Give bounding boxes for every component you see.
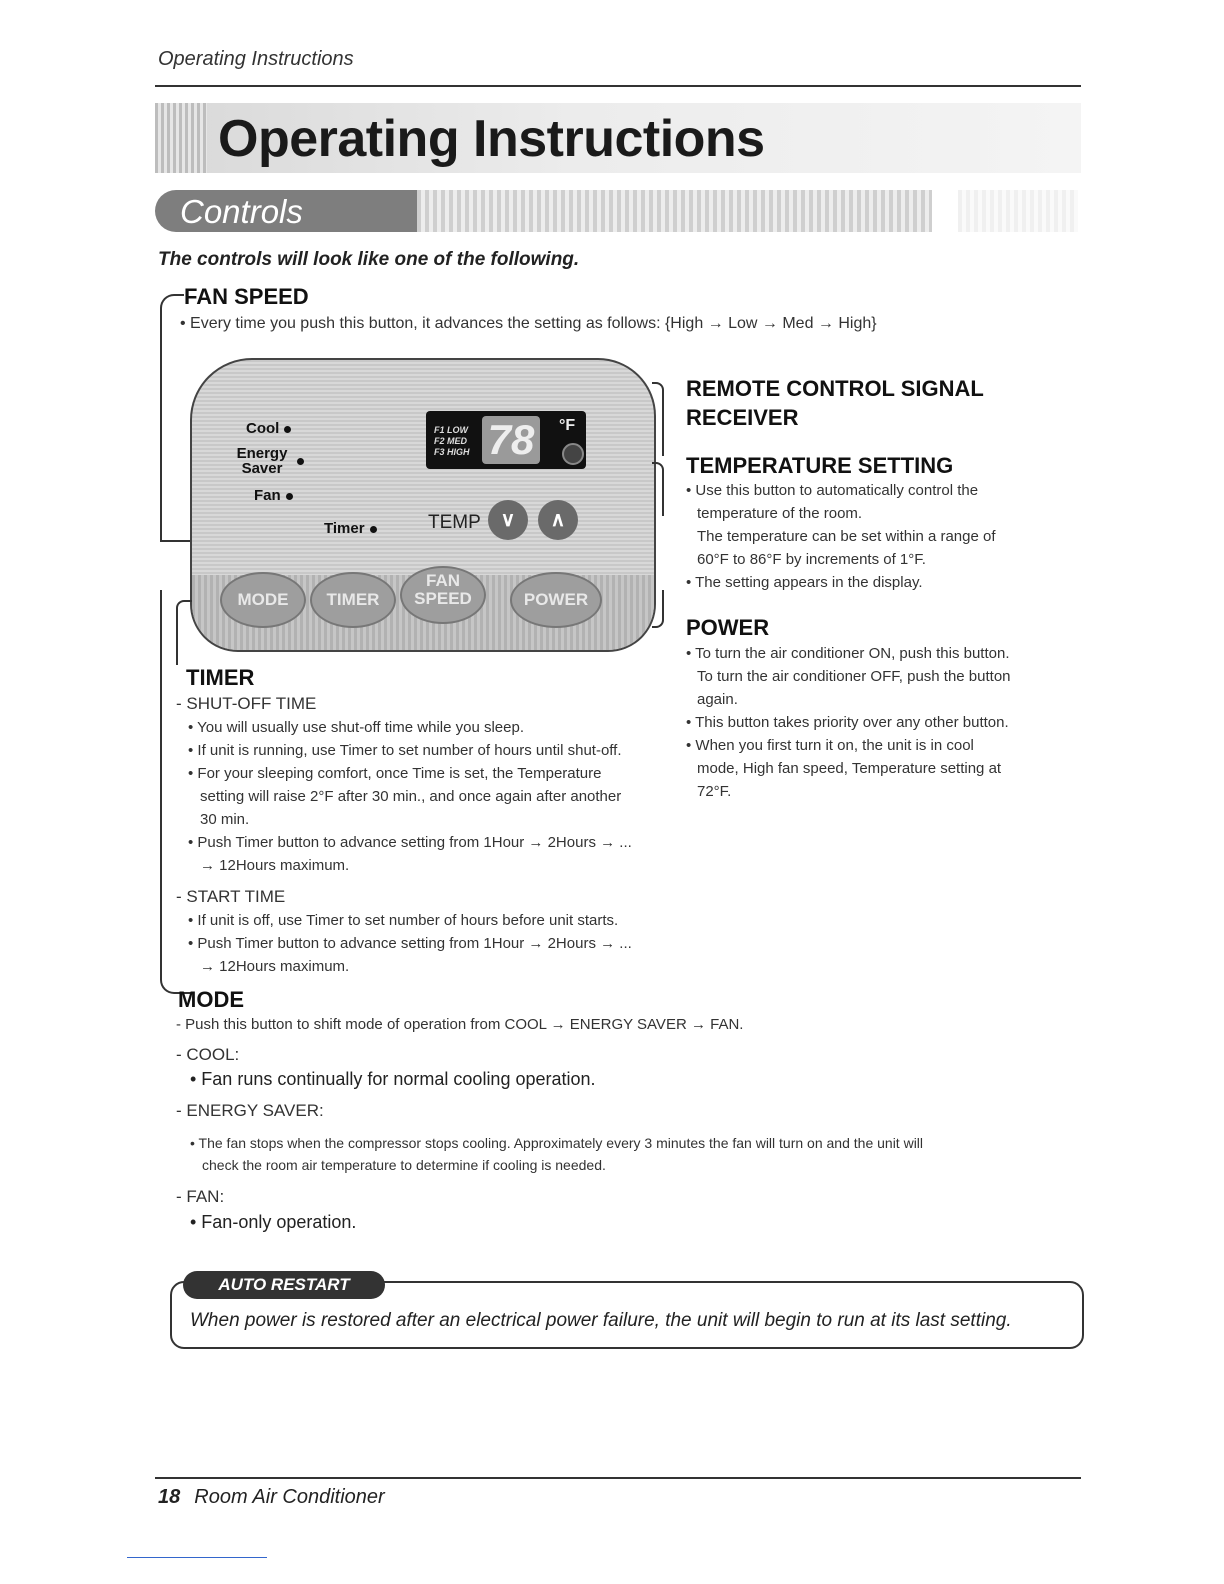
remote-heading-line1: REMOTE CONTROL SIGNAL (686, 376, 984, 401)
page-footer (158, 1486, 385, 1509)
fan-indicator-label: Fan (254, 487, 293, 504)
control-panel (190, 358, 656, 652)
mode-button[interactable]: MODE (220, 572, 306, 628)
fan-mode-heading: - FAN: (176, 1187, 225, 1206)
fan-speed-heading: FAN SPEED (184, 284, 309, 309)
footer-rule (155, 1477, 1081, 1479)
start-time-heading: - START TIME (176, 887, 286, 906)
power-text: • To turn the air conditioner ON, push this button. To turn the air conditioner OFF, push the button again. • This button takes priority over any other button. • When you first turn it on, the unit is in cool mode, High fan speed, Temperature setting at 72°F. (686, 645, 1011, 800)
temperature-text: • Use this button to automatically control the temperature of the room. The temperature can be set within a range of 60°F to 86°F by increments of 1°F. • The setting appears in the display. (686, 482, 996, 591)
remote-signal-receiver (562, 443, 584, 465)
timer-heading: TIMER (186, 665, 255, 690)
auto-restart-text: When power is restored after an electrical power failure, the unit will begin to run at its last setting. (190, 1310, 1012, 1331)
mode-intro: - Push this button to shift mode of operation from COOL → ENERGY SAVER → FAN. (176, 1016, 744, 1033)
temp-down-button[interactable] (488, 500, 528, 540)
energy-saver-led (297, 458, 304, 465)
bottom-link-rule (127, 1557, 267, 1558)
cool-text: • Fan runs continually for normal cooling operation. (190, 1069, 596, 1089)
temperature-display (426, 411, 586, 469)
temp-label: TEMP (428, 512, 481, 533)
temperature-heading: TEMPERATURE SETTING (686, 453, 954, 478)
fan-speed-legend: F1 LOW F2 MED F3 HIGH (434, 425, 470, 457)
page-number: 18 (158, 1486, 181, 1508)
section-banner-strip (417, 190, 932, 232)
section-banner-fade (958, 190, 1078, 232)
remote-heading-line2: RECEIVER (686, 405, 799, 430)
header-rule (155, 85, 1081, 87)
shutoff-text: • You will usually use shut-off time while you sleep. • If unit is running, use Timer to set number of hours until shut-off. • For your sleeping comfort, once Time is set, the Temperature setting will raise 2°F after 30 min., and once again after another 30 min. • Push Timer button to advance setting from 1Hour → 2Hours → ... → 12Hours maximum. (188, 719, 632, 874)
shutoff-heading: - SHUT-OFF TIME (176, 694, 317, 713)
fan-speed-text: • Every time you push this button, it advances the setting as follows: {High → Low → Med → High} (180, 315, 877, 332)
temp-up-button[interactable] (538, 500, 578, 540)
chevron-down-icon: ∨ (500, 509, 516, 531)
power-heading: POWER (686, 615, 770, 640)
chevron-up-icon: ∧ (550, 509, 566, 531)
timer-button[interactable]: TIMER (310, 572, 396, 628)
intro-text: The controls will look like one of the following. (158, 249, 580, 270)
fan-speed-button[interactable]: FAN SPEED (400, 566, 486, 624)
power-button[interactable]: POWER (510, 572, 602, 628)
energy-saver-heading: - ENERGY SAVER: (176, 1101, 324, 1120)
page-title: Operating Instructions (218, 110, 765, 168)
fan-mode-text: • Fan-only operation. (190, 1212, 357, 1232)
mode-heading: MODE (178, 987, 244, 1012)
cool-indicator-label: Cool (246, 420, 291, 437)
remote-bracket (652, 382, 664, 456)
timer-indicator-label: Timer (324, 520, 377, 537)
temperature-unit: °F (559, 417, 576, 434)
energy-saver-indicator-label: Energy Saver (236, 445, 288, 477)
start-time-text: • If unit is off, use Timer to set number of hours before unit starts. • Push Timer button to advance setting from 1Hour → 2Hours → ... → 12Hours maximum. (188, 912, 632, 975)
title-stripes (155, 103, 207, 173)
auto-restart-label: AUTO RESTART (183, 1271, 385, 1299)
temperature-readout: 78 (482, 416, 540, 464)
energy-saver-text: • The fan stops when the compressor stops cooling. Approximately every 3 minutes the fan will turn on and the unit will check the room air temperature to determine if cooling is needed. (190, 1135, 924, 1173)
footer-title: Room Air Conditioner (194, 1486, 385, 1508)
cool-heading: - COOL: (176, 1045, 240, 1064)
running-header: Operating Instructions (158, 48, 354, 70)
temp-bracket (652, 462, 664, 516)
section-title: Controls (180, 193, 303, 230)
power-bracket (652, 590, 664, 628)
